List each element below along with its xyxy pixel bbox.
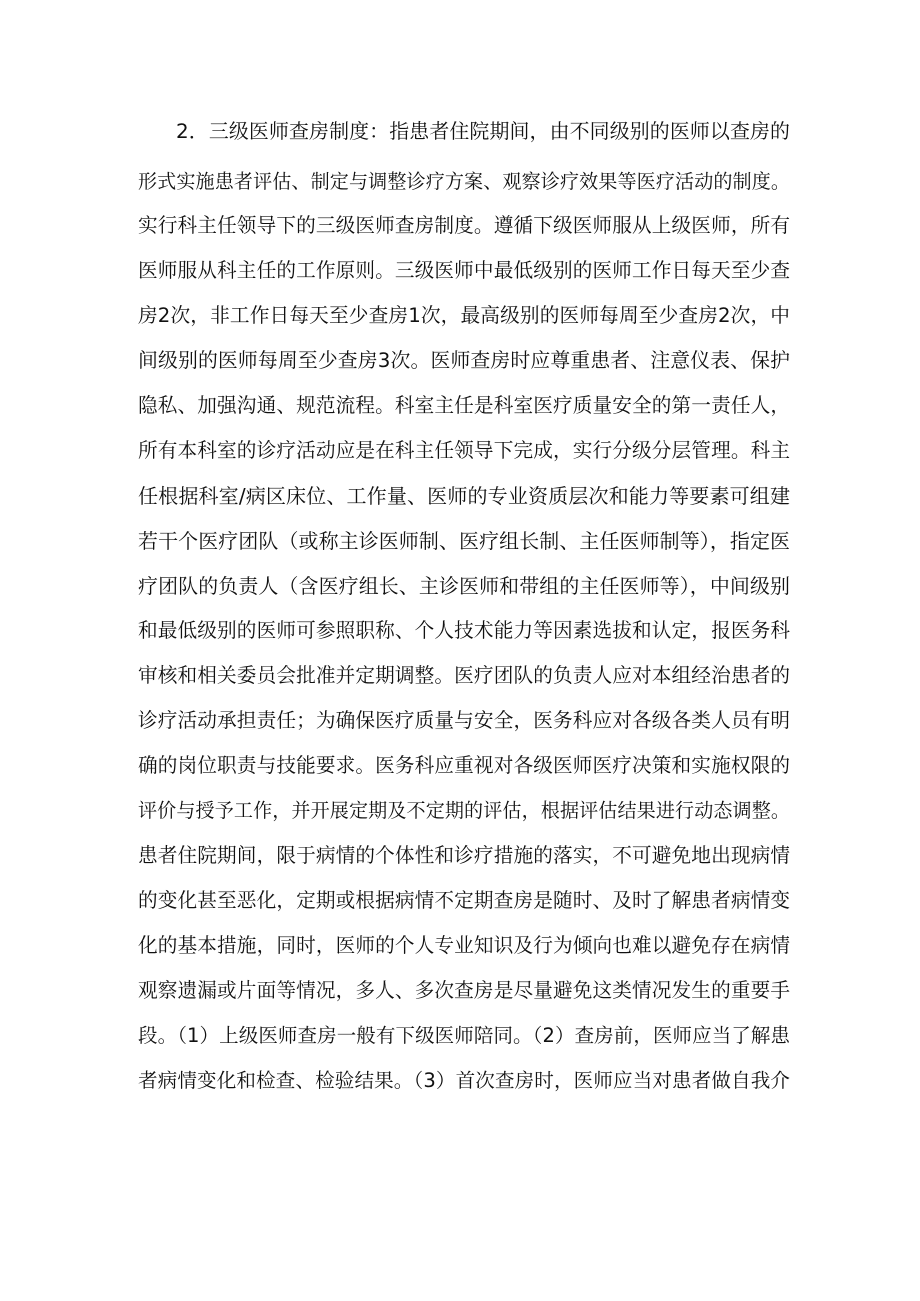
text-line: 确的岗位职责与技能要求。医务科应重视对各级医师医疗决策和实施权限的 [138, 754, 790, 777]
text-line: 化的基本措施，同时，医师的个人专业知识及行为倾向也难以避免存在病情 [138, 934, 790, 957]
text-line: 医师服从科主任的工作原则。三级医师中最低级别的医师工作日每天至少查 [138, 259, 790, 282]
text-line: 疗团队的负责人（含医疗组长、主诊医师和带组的主任医师等），中间级别 [138, 574, 790, 598]
text-line: 2．三级医师查房制度：指患者住院期间，由不同级别的医师以查房的 [176, 119, 790, 143]
text-line: 房2次，非工作日每天至少查房1次，最高级别的医师每周至少查房2次，中 [138, 304, 790, 327]
text-line: 所有本科室的诊疗活动应是在科主任领导下完成，实行分级分层管理。科主 [138, 439, 790, 462]
text-line: 的变化甚至恶化，定期或根据病情不定期查房是随时、及时了解患者病情变 [138, 889, 790, 912]
text-line: 段。（1）上级医师查房一般有下级医师陪同。（2）查房前，医师应当了解患 [138, 1024, 790, 1047]
text-line: 诊疗活动承担责任；为确保医疗质量与安全，医务科应对各级各类人员有明 [138, 709, 790, 732]
text-line: 患者住院期间，限于病情的个体性和诊疗措施的落实，不可避免地出现病情 [138, 844, 790, 867]
text-line: 实行科主任领导下的三级医师查房制度。遵循下级医师服从上级医师，所有 [138, 214, 790, 237]
text-line: 评价与授予工作，并开展定期及不定期的评估，根据评估结果进行动态调整。 [138, 800, 790, 822]
text-line: 任根据科室/病区床位、工作量、医师的专业资质层次和能力等要素可组建 [138, 484, 790, 508]
text-line: 若干个医疗团队（或称主诊医师制、医疗组长制、主任医师制等），指定医 [138, 529, 790, 553]
text-line: 间级别的医师每周至少查房3次。医师查房时应尊重患者、注意仪表、保护 [138, 349, 790, 372]
text-line: 和最低级别的医师可参照职称、个人技术能力等因素选拔和认定，报医务科 [138, 619, 790, 642]
text-line: 者病情变化和检查、检验结果。（3）首次查房时，医师应当对患者做自我介 [138, 1069, 790, 1092]
text-line: 形式实施患者评估、制定与调整诊疗方案、观察诊疗效果等医疗活动的制度。 [138, 171, 790, 193]
text-line: 隐私、加强沟通、规范流程。科室主任是科室医疗质量安全的第一责任人， [138, 394, 790, 417]
text-line: 审核和相关委员会批准并定期调整。医疗团队的负责人应对本组经治患者的 [138, 664, 790, 687]
text-line: 观察遗漏或片面等情况，多人、多次查房是尽量避免这类情况发生的重要手 [138, 979, 790, 1002]
